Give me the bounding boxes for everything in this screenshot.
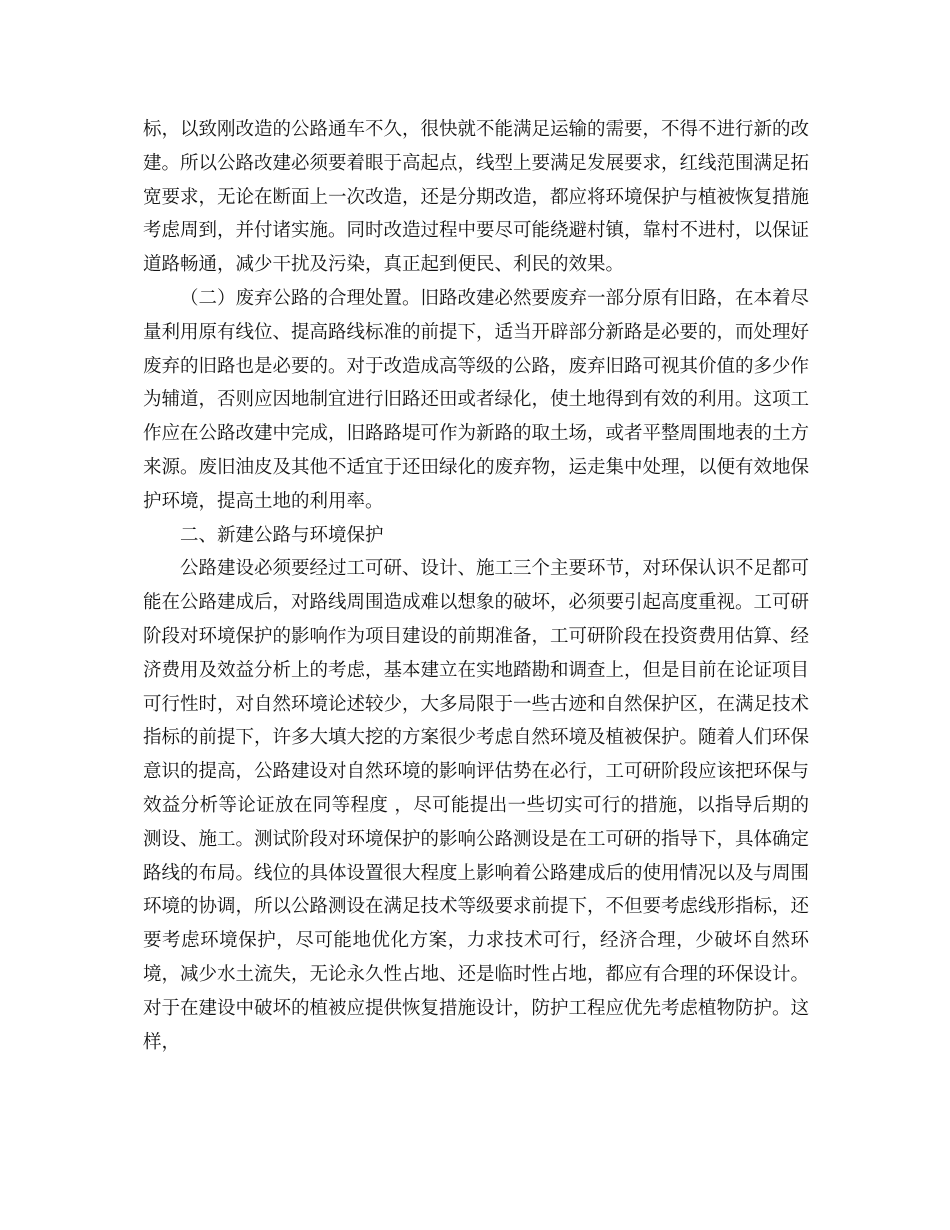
section-heading-new-road-environment: 二、新建公路与环境保护 [180, 524, 384, 546]
document-body [143, 113, 809, 1059]
paragraph-abandoned-road-disposal: （二）废弃公路的合理处置。旧路改建必然要废弃一部分原有旧路，在本着尽量利用原有线位、提高路线标准的前提下，适当开辟部分新路是必要的，而处理好废弃的旧路也是必要的。对于改造成高等级的公路，废弃旧路可视其价值的多少作为辅道，否则应因地制宜进行旧路还田或者绿化，使土地得到有效的利用。这项工作应在公路改建中完成，旧路路堤可作为新路的取土场，或者平整周围地表的土方来源。废旧油皮及其他不适宜于还田绿化的废弃物，运走集中处理，以便有效地保护环境，提高土地的利用率。 [143, 287, 810, 512]
paragraph-new-road-construction: 公路建设必须要经过工可研、设计、施工三个主要环节，对环保认识不足都可能在公路建成后，对路线周围造成难以想象的破坏，必须要引起高度重视。工可研阶段对环境保护的影响作为项目建设的前期准备，工可研阶段在投资费用估算、经济费用及效益分析上的考虑，基本建立在实地踏勘和调查上，但是目前在论证项目可行性时，对自然环境论述较少，大多局限于一些古迹和自然保护区，在满足技术指标的前提下，许多大填大挖的方案很少考虑自然环境及植被保护。随着人们环保意识的提高，公路建设对自然环境的影响评估势在必行，工可研阶段应该把环保与效益分析等论证放在同等程度 ，尽可能提出一些切实可行的措施，以指导后期的测设、施工。测试阶段对环境保护的影响公路测设是在工可研的指导下，具体确定路线的布局。线位的具体设置很大程度上影响着公路建成后的使用情况以及与周围环境的协调，所以公路测设在满足技术等级要求前提下，不但要考虑线形指标，还要考虑环境保护，尽可能地优化方案，力求技术可行，经济合理，少破坏自然环境，减少水土流失，无论永久性占地、还是临时性占地，都应有合理的环保设计。对于在建设中破坏的植被应提供恢复措施设计，防护工程应优先考虑植物防护。这样， [143, 558, 810, 1053]
paragraph-road-rebuild-continued: 标，以致刚改造的公路通车不久，很快就不能满足运输的需要，不得不进行新的改建。所以公路改建必须要着眼于高起点，线型上要满足发展要求，红线范围满足拓宽要求，无论在断面上一次改造，还是分期改造，都应将环境保护与植被恢复措施考虑周到，并付诸实施。同时改造过程中要尽可能绕避村镇，靠村不进村，以保证道路畅通，减少干扰及污染，真正起到便民、利民的效果。 [143, 119, 810, 276]
